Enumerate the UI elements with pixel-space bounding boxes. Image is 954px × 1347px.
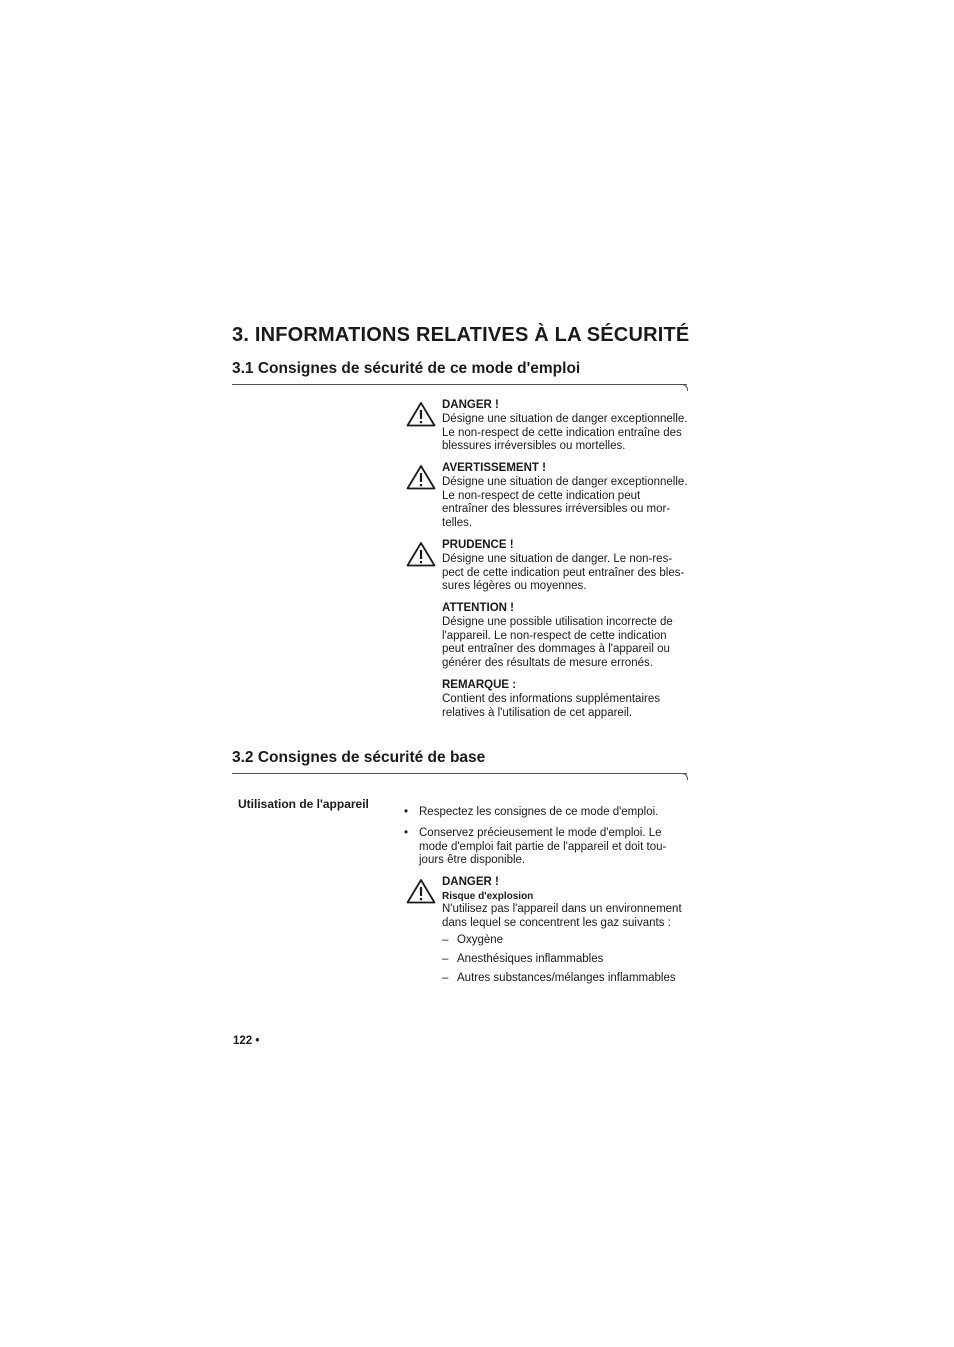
notice-danger: [406, 398, 696, 454]
notice-text-line: telles.: [442, 516, 473, 529]
notice-text-line: l'appareil. Le non-respect de cette indication: [442, 629, 667, 642]
notice-title: DANGER !: [442, 876, 499, 888]
notice-text-line: Contient des informations supplémentaires: [442, 693, 660, 705]
bullet-text-line: Conservez précieusement le mode d'emploi. Le: [419, 827, 662, 839]
list-item-text: Anesthésiques inflammables: [457, 953, 604, 965]
bullet-item: [404, 827, 694, 868]
notice-danger-explosion: [406, 875, 696, 930]
section-heading-3-1: 3.1 Consignes de sécurité de ce mode d'emploi: [232, 360, 581, 377]
notice-text-line: Le non-respect de cette indication entraîne des: [442, 426, 682, 439]
list-item-text: Oxygène: [457, 934, 504, 946]
notice-title: AVERTISSEMENT !: [442, 462, 546, 474]
notice-text-line: Le non-respect de cette indication peut: [442, 489, 641, 502]
dash-marker: –: [442, 934, 449, 946]
dash-marker: –: [442, 953, 449, 965]
notice-text-line: Désigne une situation de danger. Le non-res-: [442, 553, 673, 565]
notice-attention: [406, 601, 696, 670]
notice-remarque: [406, 678, 696, 720]
list-item: [442, 971, 676, 985]
notice-text-line: Désigne une situation de danger exceptionnelle.: [442, 413, 688, 425]
side-label: Utilisation de l'appareil: [238, 797, 369, 811]
notice-text-line: blessures irréversibles ou mortelles.: [442, 440, 626, 452]
notice-title: PRUDENCE !: [442, 539, 514, 551]
notice-prudence: [406, 538, 696, 594]
notice-text-line: N'utilisez pas l'appareil dans un environnement: [442, 903, 682, 915]
notice-title: REMARQUE :: [442, 679, 517, 691]
page-number: 122 •: [233, 1035, 260, 1047]
warning-triangle-icon: [406, 541, 436, 567]
notice-text-line: dans lequel se concentrent les gaz suivants :: [442, 916, 671, 929]
list-item-text: Autres substances/mélanges inflammables: [457, 972, 676, 984]
bullet-item: [404, 806, 694, 820]
notice-text-line: générer des résultats de mesure erronés.: [442, 656, 653, 669]
notice-text-line: entraîner des blessures irréversibles ou mor-: [442, 503, 671, 515]
bullet-text-line: Respectez les consignes de ce mode d'emploi.: [419, 806, 659, 818]
bullet-text-line: jours être disponible.: [419, 854, 526, 866]
page-title: 3. INFORMATIONS RELATIVES À LA SÉCURITÉ: [232, 324, 690, 346]
notice-text-line: Désigne une situation de danger exceptionnelle.: [442, 476, 688, 488]
notice-text-line: relatives à l'utilisation de cet appareil.: [442, 706, 633, 719]
notice-title: DANGER !: [442, 399, 499, 411]
notice-text-line: Désigne une possible utilisation incorrecte de: [442, 616, 673, 628]
dash-marker: –: [442, 972, 449, 984]
notice-avertissement: [406, 461, 696, 530]
bullet-dot: •: [404, 806, 409, 818]
list-item: [442, 952, 603, 966]
section-divider: [232, 773, 687, 774]
notice-text-line: pect de cette indication peut entraîner des bles-: [442, 566, 685, 579]
bullet-dot: •: [404, 827, 409, 839]
warning-triangle-icon: [406, 401, 436, 427]
notice-text-line: sures légères ou moyennes.: [442, 580, 587, 592]
notice-text-line: peut entraîner des dommages à l'appareil ou: [442, 643, 670, 655]
notice-subtitle: Risque d'explosion: [442, 891, 534, 902]
notice-title: ATTENTION !: [442, 602, 514, 614]
section-divider: [232, 384, 687, 385]
warning-triangle-icon: [406, 878, 436, 904]
warning-triangle-icon: [406, 464, 436, 490]
list-item: [442, 933, 503, 947]
bullet-text-line: mode d'emploi fait partie de l'appareil et doit tou-: [419, 840, 667, 853]
section-heading-3-2: 3.2 Consignes de sécurité de base: [232, 749, 486, 766]
